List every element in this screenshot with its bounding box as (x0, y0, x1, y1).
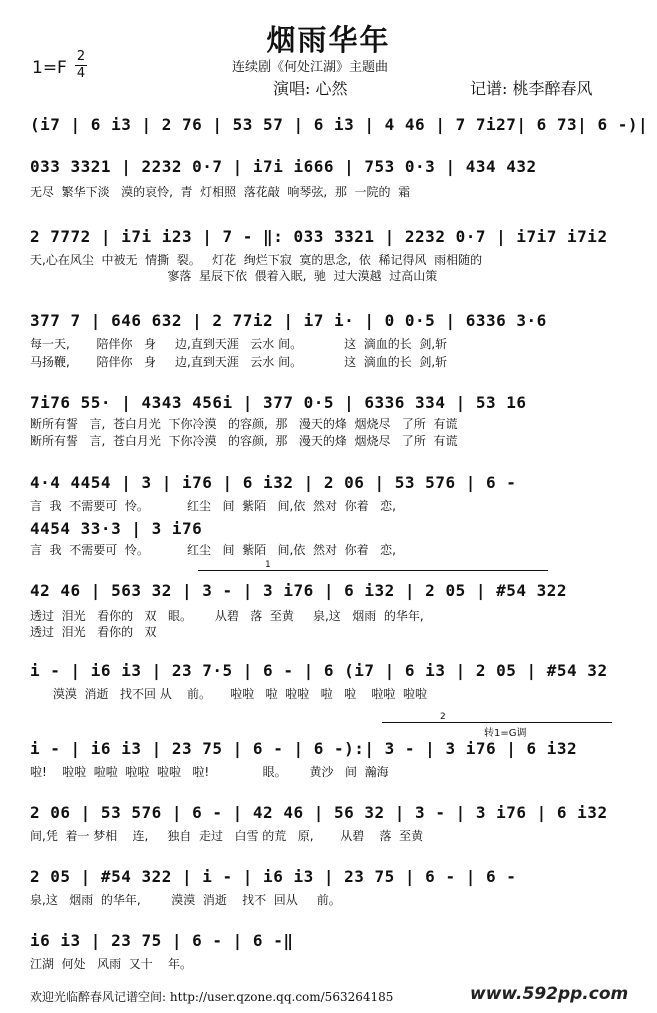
volta-number: 2 (440, 712, 446, 722)
site-watermark: www.592pp.com (470, 984, 629, 1004)
lyric-line: 断所有誓 言, 苍白月光 下你冷漠 的容颜, 那 漫天的烽 烟烧尽 了所 有谎 (30, 434, 458, 448)
key-change-note: 转1=G调 (484, 728, 527, 739)
lyric-line: 天,心在风尘 中被无 情撕 裂。 灯花 绚烂下寂 寞的思念, 依 稀记得风 雨相随的 (30, 253, 483, 267)
singer-credit: 演唱: 心然 (273, 79, 348, 98)
notation-row: 42 46 | 563 32 | 3 - | 3 i76 | 6 i32 | 2 05 | #54 322 (30, 581, 568, 600)
lyric-line: 寥落 星辰下依 偎着入眠, 驰 过大漠越 过高山策 (30, 269, 438, 283)
notation-row: i - | i6 i3 | 23 7·5 | 6 - | 6 (i7 | 6 i3 | 2 05 | #54 32 (30, 661, 608, 680)
notation-row: (i7 | 6 i3 | 2 76 | 53 57 | 6 i3 | 4 46 | 7 7i27| 6 73| 6 -)| (30, 115, 649, 134)
notator-credit: 记谱: 桃李醉春风 (470, 79, 593, 98)
song-subtitle: 连续剧《何处江湖》主题曲 (232, 60, 389, 75)
notation-row: 4454 33·3 | 3 i76 (30, 519, 203, 538)
lyric-line: 泉,这 烟雨 的华年, 漠漠 消逝 找不 回从 前。 (30, 893, 341, 907)
notation-row: 7i76 55· | 4343 456i | 377 0·5 | 6336 334 | 53 16 (30, 393, 527, 412)
lyric-line: 透过 泪光 看你的 双 (30, 625, 157, 639)
notation-row: 377 7 | 646 632 | 2 77i2 | i7 i· | 0 0·5 | 6336 3·6 (30, 311, 547, 330)
lyric-line: 啦! 啦啦 啦啦 啦啦 啦啦 啦! 眼。 黄沙 间 瀚海 (30, 765, 389, 779)
lyric-line: 马扬鞭, 陪伴你 身 边,直到天涯 云水 间。 这 滴血的长 剑,斩 (30, 355, 448, 369)
lyric-line: 每一天, 陪伴你 身 边,直到天涯 云水 间。 这 滴血的长 剑,斩 (30, 337, 448, 351)
lyric-line: 漠漠 消逝 找不回 从 前。 啦啦 啦 啦啦 啦 啦 啦啦 啦啦 (30, 687, 427, 701)
lyric-line: 断所有誓 言, 苍白月光 下你冷漠 的容颜, 那 漫天的烽 烟烧尽 了所 有谎 (30, 417, 458, 431)
time-denominator: 4 (76, 66, 86, 81)
lyric-line: 江湖 何处 风雨 又十 年。 (30, 957, 192, 971)
footer-text: 欢迎光临醉春风记谱空间: http://user.qzone.qq.com/563264185 (30, 990, 394, 1004)
lyric-line: 言 我 不需要可 怜。 红尘 间 紫陌 间,依 然对 你着 恋, (30, 543, 396, 557)
volta-bracket (198, 570, 548, 571)
notation-row: 2 06 | 53 576 | 6 - | 42 46 | 56 32 | 3 - | 3 i76 | 6 i32 (30, 803, 608, 822)
lyric-line: 间,凭 着一 梦相 连, 独自 走过 白雪 的荒 原, 从碧 落 至黄 (30, 829, 424, 843)
volta-bracket (382, 722, 612, 723)
notation-row: i6 i3 | 23 75 | 6 - | 6 -‖ (30, 931, 294, 950)
notation-row: i - | i6 i3 | 23 75 | 6 - | 6 -):| 3 - | 3 i76 | 6 i32 (30, 739, 578, 758)
notation-row: 2 05 | #54 322 | i - | i6 i3 | 23 75 | 6 - | 6 - (30, 867, 517, 886)
song-title: 烟雨华年 (266, 23, 391, 57)
lyric-line: 无尽 繁华下淡 漠的哀怜, 青 灯相照 落花敲 响琴弦, 那 一院的 霜 (30, 185, 411, 199)
notation-row: 033 3321 | 2232 0·7 | i7i i666 | 753 0·3 | 434 432 (30, 157, 537, 176)
lyric-line: 言 我 不需要可 怜。 红尘 间 紫陌 间,依 然对 你着 恋, (30, 499, 396, 513)
lyric-line: 透过 泪光 看你的 双 眼。 从碧 落 至黄 泉,这 烟雨 的华年, (30, 609, 424, 623)
notation-row: 4·4 4454 | 3 | i76 | 6 i32 | 2 06 | 53 576 | 6 - (30, 473, 517, 492)
notation-row: 2 7772 | i7i i23 | 7 - ‖: 033 3321 | 2232 0·7 | i7i7 i7i2 (30, 227, 608, 246)
volta-number: 1 (265, 560, 271, 570)
time-numerator: 2 (76, 49, 86, 64)
key-signature: 1=F (32, 58, 67, 78)
time-signature (75, 50, 87, 81)
